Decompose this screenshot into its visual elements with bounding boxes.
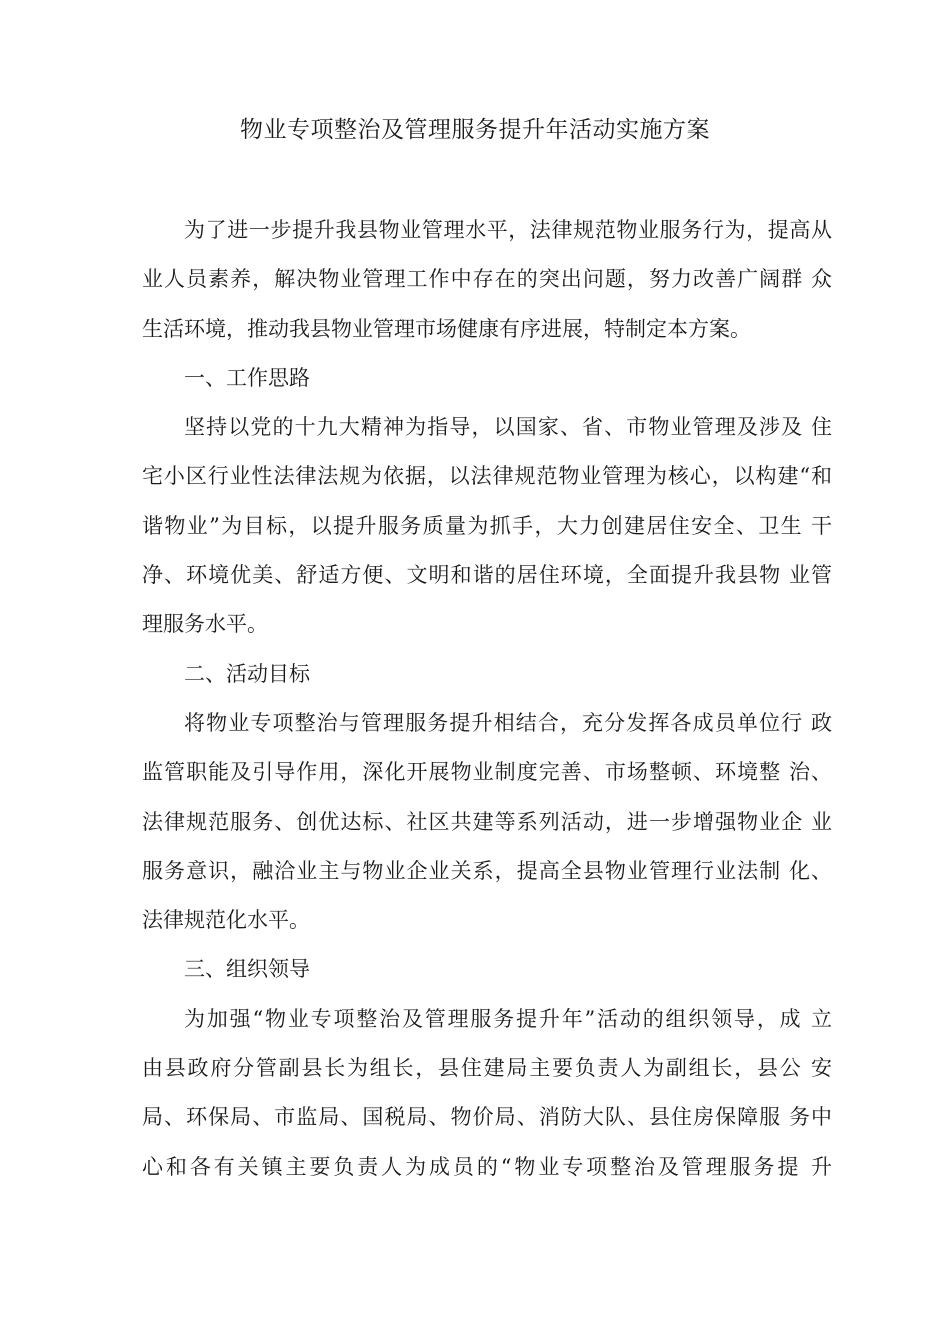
- text-line: 为加强“物业专项整治及管理服务提升年”活动的组织领导，成 立: [184, 1006, 832, 1031]
- text-line: 理服务水平。: [142, 612, 268, 637]
- text-line: 二、活动目标: [184, 661, 310, 686]
- text-line: 坚持以党的十九大精神为指导，以国家、省、市物业管理及涉及 住: [184, 415, 832, 440]
- text-line: 监管职能及引导作用，深化开展物业制度完善、市场整顿、环境整 治、: [142, 760, 832, 785]
- document-title: 物业专项整治及管理服务提升年活动实施方案: [240, 117, 710, 143]
- text-line: 生活环境，推动我县物业管理市场健康有序进展，特制定本方案。: [142, 316, 751, 341]
- text-line: 法律规范服务、创优达标、社区共建等系列活动，进一步增强物业企 业: [142, 809, 832, 834]
- text-line: 由县政府分管副县长为组长，县住建局主要负责人为副组长，县公 安: [142, 1056, 832, 1081]
- text-line: 业人员素养，解决物业管理工作中存在的突出问题，努力改善广阔群 众: [142, 267, 832, 292]
- text-line: 服务意识，融洽业主与物业企业关系，提高全县物业管理行业法制 化、: [142, 858, 832, 883]
- text-line: 谐物业”为目标，以提升服务质量为抓手，大力创建居住安全、卫生 干: [142, 513, 832, 538]
- document-body: [142, 206, 832, 1192]
- text-line: 局、环保局、市监局、国税局、物价局、消防大队、县住房保障服 务中: [142, 1105, 832, 1130]
- text-line: 为了进一步提升我县物业管理水平，法律规范物业服务行为，提高从: [184, 218, 832, 242]
- text-line: 心和各有关镇主要负责人为成员的“物业专项整治及管理服务提 升: [142, 1154, 832, 1179]
- text-line: 净、环境优美、舒适方便、文明和谐的居住环境，全面提升我县物 业管: [142, 563, 832, 588]
- text-line: 三、组织领导: [184, 957, 310, 982]
- text-line: 将物业专项整治与管理服务提升相结合，充分发挥各成员单位行 政: [184, 710, 832, 735]
- text-line: 宅小区行业性法律法规为依据，以法律规范物业管理为核心，以构建“和: [142, 464, 832, 489]
- text-line: 法律规范化水平。: [142, 908, 310, 933]
- text-line: 一、工作思路: [184, 365, 310, 390]
